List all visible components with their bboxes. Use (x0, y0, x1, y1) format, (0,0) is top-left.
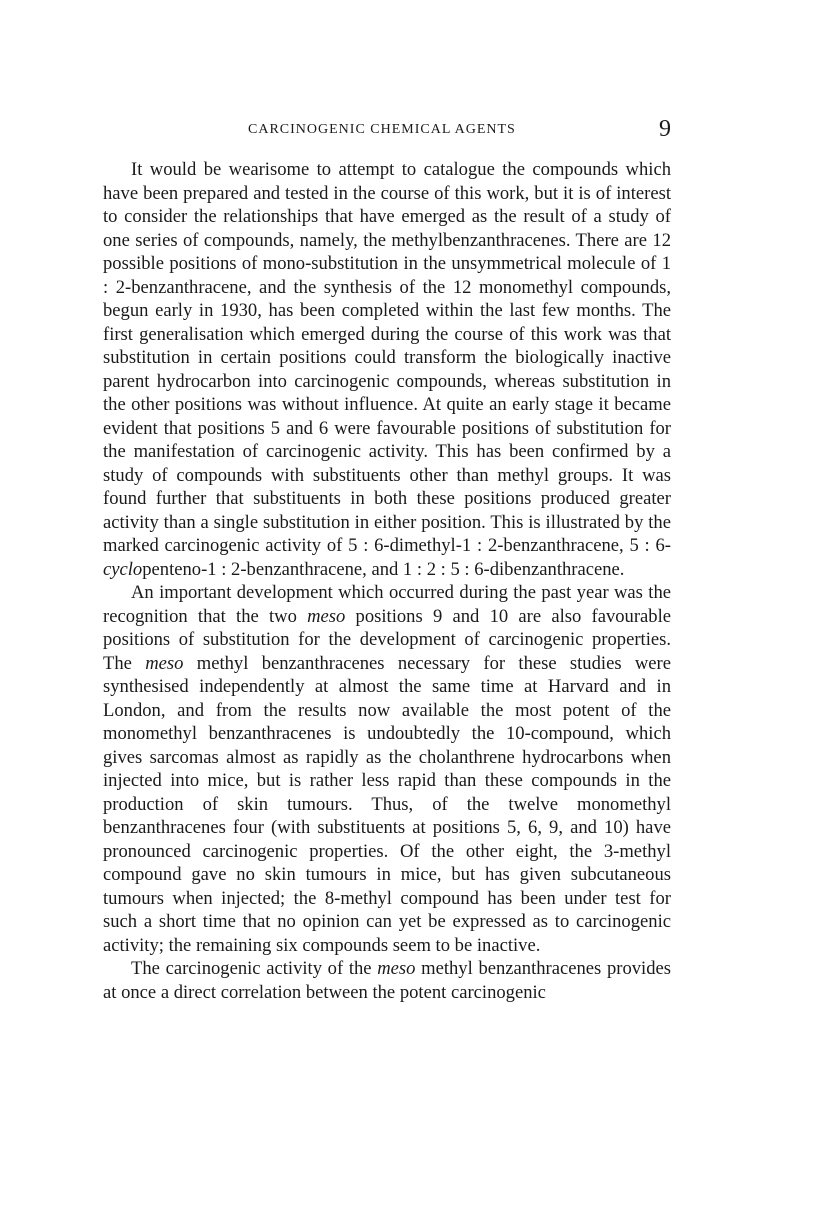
paragraph-3 (103, 957, 671, 1004)
page-header (103, 118, 671, 144)
paragraph-3-text-end: methyl benzanthracenes provides at once a direct correlation between the potent carcinogenic (103, 958, 672, 1003)
page-number: 9 (659, 116, 671, 142)
paragraph-2-text: An important development which occurred during the past year was the recognition that the two (103, 582, 671, 627)
paragraph-1-text: It would be wearisome to attempt to catalogue the compounds which have been prepared and tested in the course of this work, but it is of interest to consider the relationships that have emerged as the result of a study of one series of compounds, namely, the methylbenzanthracenes. There are 12 possible positions of mono-substitution in the unsymmetrical molecule of 1 : 2-benzanthracene, and the synthesis of the 12 monomethyl compounds, begun early in 1930, has been completed within the last few months. The first generalisation which emerged during the course of this work was that substitution in certain positions could transform the biologically inactive parent hydrocarbon into carcinogenic compounds, whereas substitution in the other positions was without influence. At quite an early stage it became evident that positions 5 and 6 were favourable positions of substitution for the manifestation of carcinogenic activity. This has been confirmed by a study of compounds with substituents other than methyl groups. It was found further that substituents in both these positions produced greater activity than a single substitution in either position. This is illustrated by the marked carcinogenic activity of 5 : 6-dimethyl-1 : 2-benzanthracene, 5 : 6- (103, 159, 671, 556)
paragraph-2-text-end: methyl benzanthracenes necessary for these studies were synthesised independently at almost the same time at Harvard and in London, and from the results now available the most potent of the monomethyl benzanthracenes is undoubtedly the 10-compound, which gives sarcomas almost as rapidly as the cholanthrene hydrocarbons when injected into mice, but is rather less rapid than these compounds in the production of skin tumours. Thus, of the twelve monomethyl benzanthracenes four (with substituents at positions 5, 6, 9, and 10) have pronounced carcinogenic properties. Of the other eight, the 3-methyl compound gave no skin tumours in mice, but has given subcutaneous tumours when injected; the 8-methyl compound has been under test for such a short time that no opinion can yet be expressed as to carcinogenic activity; the remaining six compounds seem to be inactive. (103, 652, 671, 956)
paragraph-2-text-mid: positions 9 and 10 are also favourable positions of substitution for the development of carcinogenic properties. The (103, 605, 672, 674)
italic-cyclo: cyclo (103, 558, 143, 580)
running-head: CARCINOGENIC CHEMICAL AGENTS (248, 122, 516, 137)
body-text (103, 158, 671, 1004)
italic-meso: meso (145, 652, 184, 674)
paragraph-3-text: The carcinogenic activity of the (131, 958, 378, 979)
paragraph-2 (103, 581, 671, 957)
italic-meso: meso (307, 605, 346, 627)
italic-meso: meso (377, 958, 416, 979)
paragraph-1 (103, 158, 671, 581)
paragraph-1-text-end: penteno-1 : 2-benzanthracene, and 1 : 2 : 5 : 6-dibenzanthracene. (142, 558, 625, 580)
